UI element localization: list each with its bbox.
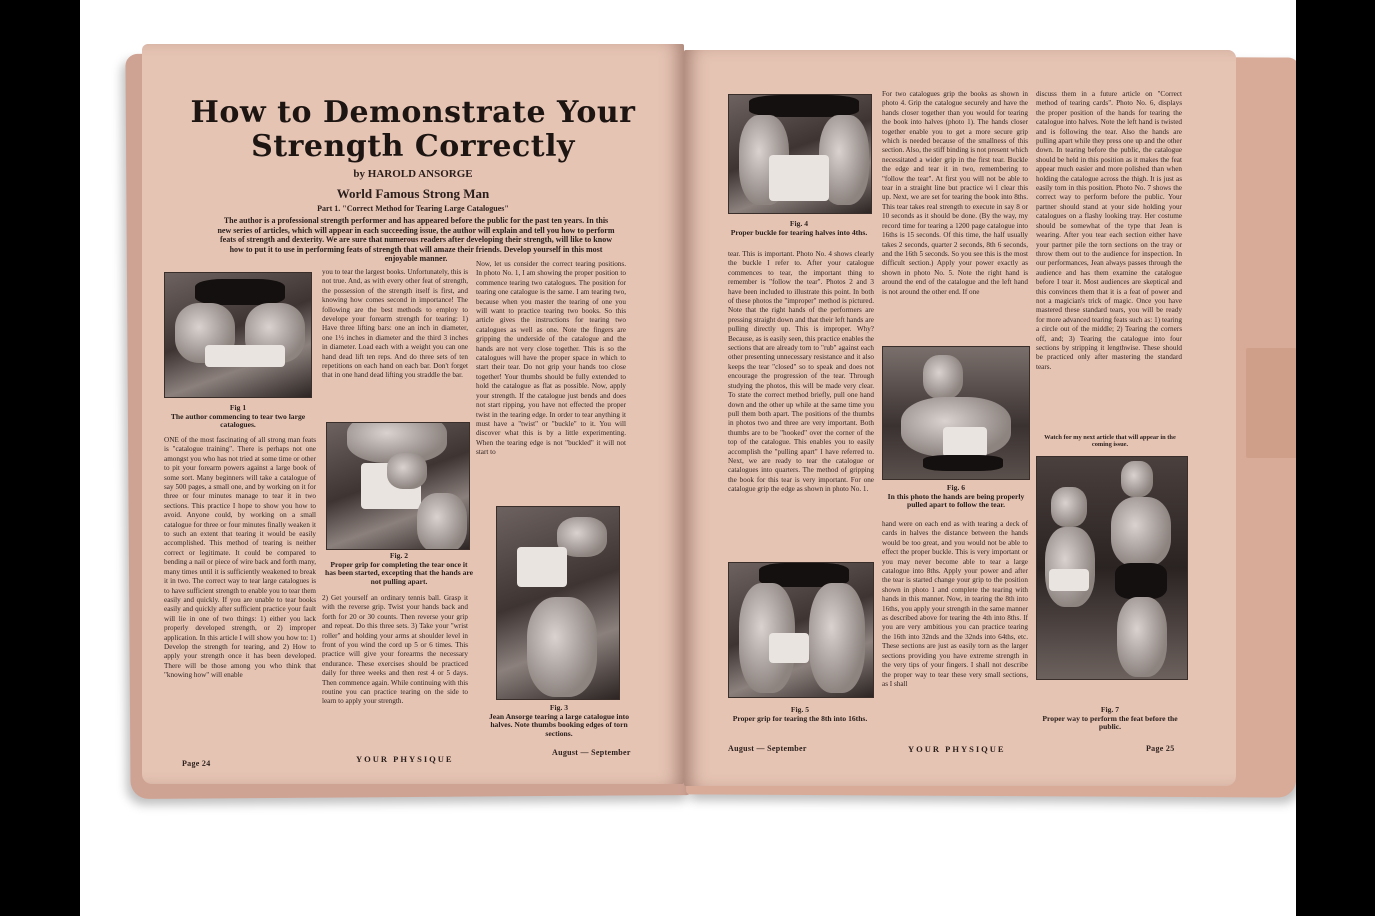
watch-next-article-note: Watch for my next article that will appear in the coming issue. bbox=[1044, 434, 1176, 449]
open-magazine bbox=[128, 38, 1296, 803]
footer-page-number: Page 24 bbox=[182, 759, 211, 768]
fig-3-photo bbox=[496, 506, 620, 700]
fig-7-photo bbox=[1036, 456, 1188, 680]
intro-paragraph: The author is a professional strength performer and has appeared before the public for the past ten years. In this new series of articles, which will appear in each succeeding issue, the author will explain and tell you how to perform feats of strength and dexterity. We are sure that numerous readers after developing their strength, will like to know how to put it to use in performing feats of strength that will amaze their friends. Develop yourself in this most enjoyable manner. bbox=[217, 216, 615, 264]
column-3-text: Now, let us consider the correct tearing positions. In photo No. 1, I am showing the proper position to commence tearing two catalogues. The position for tearing one catalogue is the same. I am tearing two, because when you master the tearing of one you will want to practice tearing two books. So this article gives the instructions for tearing two catalogues as well as one. Note the fingers are gripping the underside of the catalogue and the hands are not very close together. This is so the catalogues will have the proper space in which to start their tear. Do not grip your hands too close together! Your thumbs should be fully extended to hold the catalogue as flat as possible. Now, apply your strength. If the catalogue just bends and does not start ripping, you have not effected the proper twist in the tearing edge. In order to tear anything it must have a "twist" or "buckle" to it. You will discover what this is by a little experimenting. When the tearing edge is not "buckled" it will not start to bbox=[476, 260, 626, 457]
fig-6-caption: Fig. 6 In this photo the hands are being properly pulled apart to follow the tear. bbox=[887, 483, 1025, 510]
page-25 bbox=[684, 50, 1236, 786]
byline: by HAROLD ANSORGE bbox=[353, 168, 473, 180]
fig-4-caption: Fig. 4 Proper buckle for tearing halves into 4ths. bbox=[730, 219, 868, 237]
fig-3-caption: Fig. 3 Jean Ansorge tearing a large catalogue into halves. Note thumbs booking edges of torn sections. bbox=[488, 703, 630, 738]
fig-1-photo bbox=[164, 272, 312, 398]
column-a-text: tear. This is important. Photo No. 4 shows clearly the buckle I refer to. After your catalogue commences to tear, the important thing to remember is "follow the tear". Photos 2 and 3 have been included to illustrate this point. In both of these photos the "improper" method is pictured. Note that the right hands of the performers are pressing straight down and that their left hands are pulling directly up. This is improper. Why? Because, as is easily seen, this practice enables the sections that are already torn to "rub" against each other presenting unnecessary resistance and it also keeps the tear "closed" so to speak and does not encourage the progression of the tear. Through studying the photos, this will be made very clear. To state the correct method briefly, pull one hand down and the other up while at the same time you pull them both apart. The positions of the thumbs in photos two and three are very important. Both thumbs are to be "hooked" over the corner of the top of the catalogue. This enables you to easily accomplish the "pulling apart" I have referred to. Next, we are ready to tear the catalogue or catalogues into quarters. The method of gripping the book for this tear is very important. For one catalogue grip the edge as shown in photo No. 1. bbox=[728, 250, 874, 494]
column-1-text: ONE of the most fascinating of all strong man feats is "catalogue training". There is perhaps not one amongst you who has not tried at some time or other to pit your forearm powers against a large book of some sort. Many beginners will take a catalogue of say 500 pages, a small one, and by working on it for three or four minutes manage to tear it in two sections. This practice I hope to show you how to avoid. Anyone could, by working on a small catalogue for three or four minutes finally weaken it to such an extent that tearing it would be easily accomplished. This method of tearing is neither correct or legitimate. It could be compared to bending a nail or piece of wire back and forth many, many times until it is sufficiently weakened to break it in two. The correct way to tear large catalogues is to have sufficient strength to enable you to tear them easily and quickly. If you are unable to tear books easily and quickly after sufficient practice your fault will lie in one of two things: 1) either you lack properly developed strength, or 2) improper application. In this article I will show you how to: 1) Develop the strength for tearing, and 2) How to apply your strength once it has been developed. There will be those among you who think that "knowing how" will enable bbox=[164, 436, 316, 680]
footer-issue-date: August — September bbox=[552, 748, 631, 757]
page-24 bbox=[142, 44, 684, 784]
part-heading: Part 1. "Correct Method for Tearing Large Catalogues" bbox=[317, 204, 509, 213]
fig-5-photo bbox=[728, 562, 874, 698]
footer-issue-date: August — September bbox=[728, 744, 807, 753]
author-subtitle: World Famous Strong Man bbox=[336, 186, 490, 201]
footer-magazine-name: YOUR PHYSIQUE bbox=[356, 754, 454, 764]
fig-2-caption: Fig. 2 Proper grip for completing the tear once it has been started, excepting that the hands are not pulling apart. bbox=[325, 551, 473, 586]
fig-4-photo bbox=[728, 94, 872, 214]
footer-magazine-name: YOUR PHYSIQUE bbox=[908, 744, 1006, 754]
fig-2-photo bbox=[326, 422, 470, 550]
fig-6-photo bbox=[882, 346, 1030, 480]
column-2a-text: you to tear the largest books. Unfortunately, this is not true. And, as with every other feat of strength, the possession of the strength itself is first, and knowing how comes second in importance! The following are the best methods to employ to develope your forearm strength for tearing: 1) Have three lifting bars: one an inch in diameter, one 1½ inches in diameter and the third 3 inches in diameter. Load each with a weight you can one hand dead lift ten reps. And do three sets of ten repetitions on each hand on each bar. Don't forget that in one hand dead lifting you straddle the bar. bbox=[322, 268, 468, 380]
article-title: How to Demonstrate Your Strength Correctly bbox=[190, 95, 636, 164]
column-b2-text: hand were on each end as with tearing a deck of cards in halves the distance between the hands would be too great, and you would not be able to effect the proper buckle. This is very important or you may never become able to tear a large catalogue into 8ths. Apply your power and after the tear is started change your grip to the position shown in photo 1 and complete the tearing with hands in this manner. Now, in tearing the 8th into 16ths, you apply your strength in the same manner as described above for tearing the 4th into 8ths. If you are very ambitious you can practice tearing the 16th into 32nds and the 32nds into 64ths, etc. These sections are just as easily torn as the larger sections providing you have extreme strength in the very tips of your fingers. I shall not describe the proper way to tear these very small sections, as I shall bbox=[882, 520, 1028, 688]
footer-page-number: Page 25 bbox=[1146, 744, 1175, 753]
photo-backdrop bbox=[80, 0, 1296, 916]
torn-page-tab bbox=[1246, 348, 1296, 458]
fig-1-caption: Fig 1 The author commencing to tear two large catalogues. bbox=[170, 403, 306, 430]
fig-7-caption: Fig. 7 Proper way to perform the feat before the public. bbox=[1042, 705, 1178, 732]
column-2b-text: 2) Get yourself an ordinary tennis ball. Grasp it with the reverse grip. Twist your hands back and forth for 20 or 30 counts. Then reverse your grip and repeat. Do this three sets. 3) Take your "wrist roller" and holding your arms at shoulder level in front of you wind the cord up 5 or 6 times. This practice will give your forearms the necessary endurance. These exercises should be practiced daily for three weeks and then rest 4 or 5 days. Then commence again. While continuing with this routine you can practice tearing on the side to learn to apply your strength. bbox=[322, 594, 468, 706]
fig-5-caption: Fig. 5 Proper grip for tearing the 8th into 16ths. bbox=[732, 705, 868, 723]
column-b1-text: For two catalogues grip the books as shown in photo 4. Grip the catalogue securely and have the hands closer together than you would for tearing the book into halves (photo 1). The hands closer together enable you to get a more secure grip which is needed because of the smallness of this section. Also, the stiff binding is not present which necessitated a wider grip in the first tear. Buckle the edge and tear it in two, remembering to "follow the tear". At first you will not be able to tear in a straight line but practice wi l clear this up. Next, we are set for tearing the book into 8ths. This tear takes real strength to execute in say 8 or 10 seconds as it should be done. (By the way, my record time for tearing a 1200 page catalogue into 16ths is 15 seconds. Of this time, the half usually takes 2 seconds, quarter 2 seconds, 8th 6 seconds, and the 16th 5 seconds. So you see this is the most difficult section.) Apply your power exactly as shown in photo No. 5. Note the right hand is around the end of the catalogue and the left hand is not around the other end. If one bbox=[882, 90, 1028, 296]
column-c-text: discuss them in a future article on "Correct method of tearing cards". Photo No. 6, displays the proper position of the hands for tearing the catalogue into halves. Note the left hand is twisted and is following the tear. Also the hands are pulling apart while they press one up and the other down. In tearing before the public, the catalogue should be held in this position as it makes the feat appear much easier and more polished than when holding the catalogue across the thigh. It is just as easily torn in this position. Photo No. 7 shows the correct way to perform before the public. Your partner should stand at your side holding your catalogues on a flashy looking tray. Her costume should be somewhat of the type that Jean is wearing. After you tear each section either have your partner pile the torn sections on the tray or throw them out to the audience for inspection. In our performances, Jean always passes through the audience and has them examine the catalogue before I tear it. Most audiences are skeptical and this convinces them that it is a feat of power and not a magician's trick of magic. Once you have mastered these standard tears, you will be ready for more advanced tearing feats such as: 1) tearing a circle out of the middle; 2) Tearing the corners off, and; 3) Tearing the catalogue into four sections by stripping it lengthwise. These should be practiced only after mastering the standard tears. bbox=[1036, 90, 1182, 371]
